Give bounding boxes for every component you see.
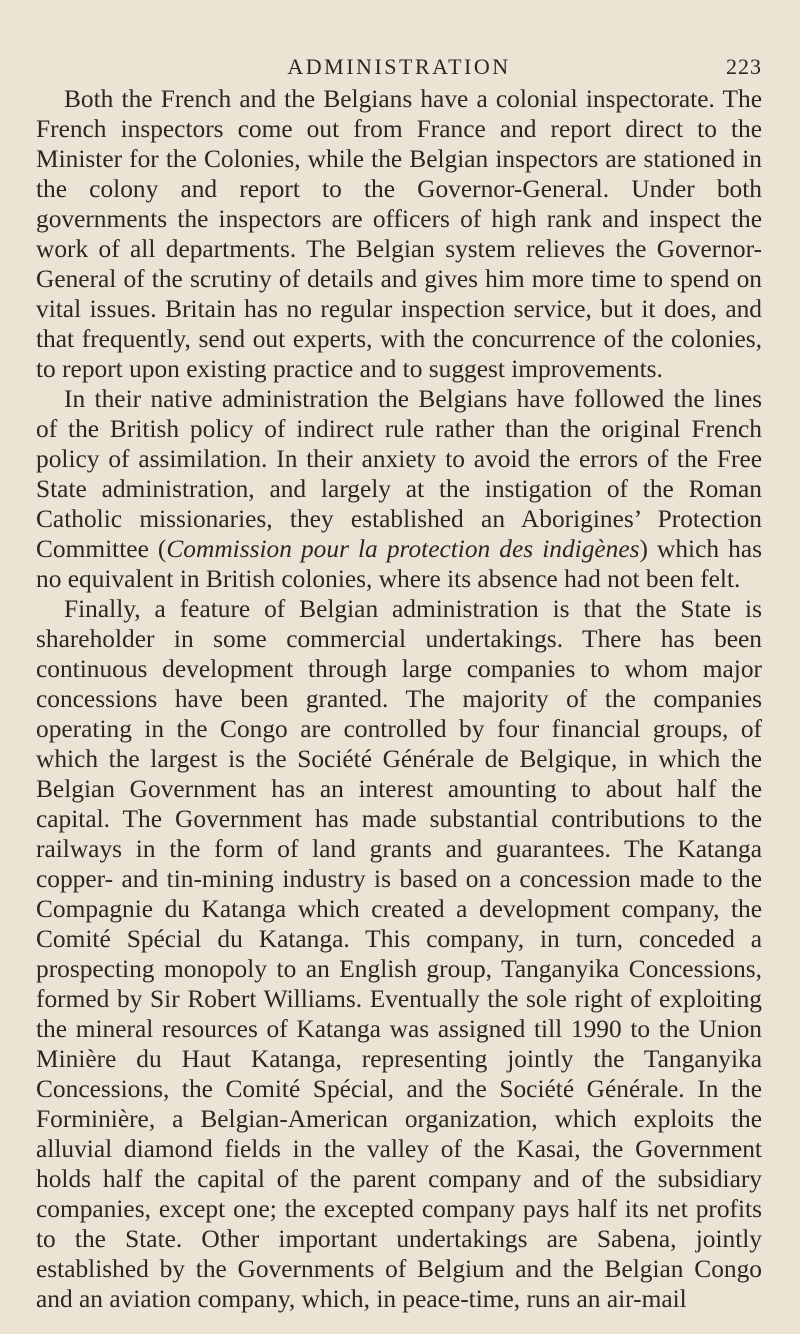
paragraph-text-before: In their native administration the Belgians have followed the lines of the British policy of indirect rule rather than the original French policy of assimilation. In their anxiety to avoid the errors of the Free State administration, and largely at the instigation of the Roman Catholic missionaries, they established an Aborigines’ Protection Committee ( — [36, 385, 762, 563]
page-number: 223 — [726, 54, 762, 79]
paragraph-native-administration — [36, 384, 762, 594]
italic-french-term: Commission pour la protection des indigènes — [166, 535, 640, 563]
running-head — [36, 52, 762, 82]
paragraph-inspectorate: Both the French and the Belgians have a colonial inspectorate. The French inspectors come out from France and report direct to the Minister for the Colonies, while the Belgian inspectors are stationed in the colony and report to the Governor-General. Under both governments the inspectors are officers of high rank and inspect the work of all departments. The Belgian system relieves the Governor-General of the scrutiny of details and gives him more time to spend on vital issues. Britain has no regular inspection service, but it does, and that frequently, send out experts, with the concurrence of the colonies, to report upon existing practice and to suggest improvements. — [36, 85, 762, 383]
paragraph-text-after: ) which has no equivalent in British colonies, where its absence had not been felt. — [36, 535, 762, 593]
running-head-title: ADMINISTRATION — [287, 54, 511, 79]
body-text — [36, 84, 762, 1314]
paragraph-commercial-undertakings: Finally, a feature of Belgian administration is that the State is shareholder in some commercial undertakings. There has been continuous development through large companies to whom major concessions have been granted. The majority of the companies operating in the Congo are controlled by four financial groups, of which the largest is the Société Générale de Belgique, in which the Belgian Government has an interest amounting to about half the capital. The Government has made substantial contributions to the railways in the form of land grants and guarantees. The Katanga copper- and tin-mining industry is based on a concession made to the Compagnie du Katanga which created a development company, the Comité Spécial du Katanga. This company, in turn, conceded a prospecting monopoly to an English group, Tanganyika Concessions, formed by Sir Robert Williams. Eventually the sole right of exploiting the mineral resources of Katanga was assigned till 1990 to the Union Minière du Haut Katanga, representing jointly the Tanganyika Concessions, the Comité Spécial, and the Société Générale. In the Forminière, a Belgian-American organization, which exploits the alluvial diamond fields in the valley of the Kasai, the Government holds half the capital of the parent company and of the subsidiary companies, except one; the excepted company pays half its net profits to the State. Other important undertakings are Sabena, jointly established by the Governments of Belgium and the Belgian Congo and an aviation company, which, in peace-time, runs an air-mail — [36, 595, 762, 1313]
